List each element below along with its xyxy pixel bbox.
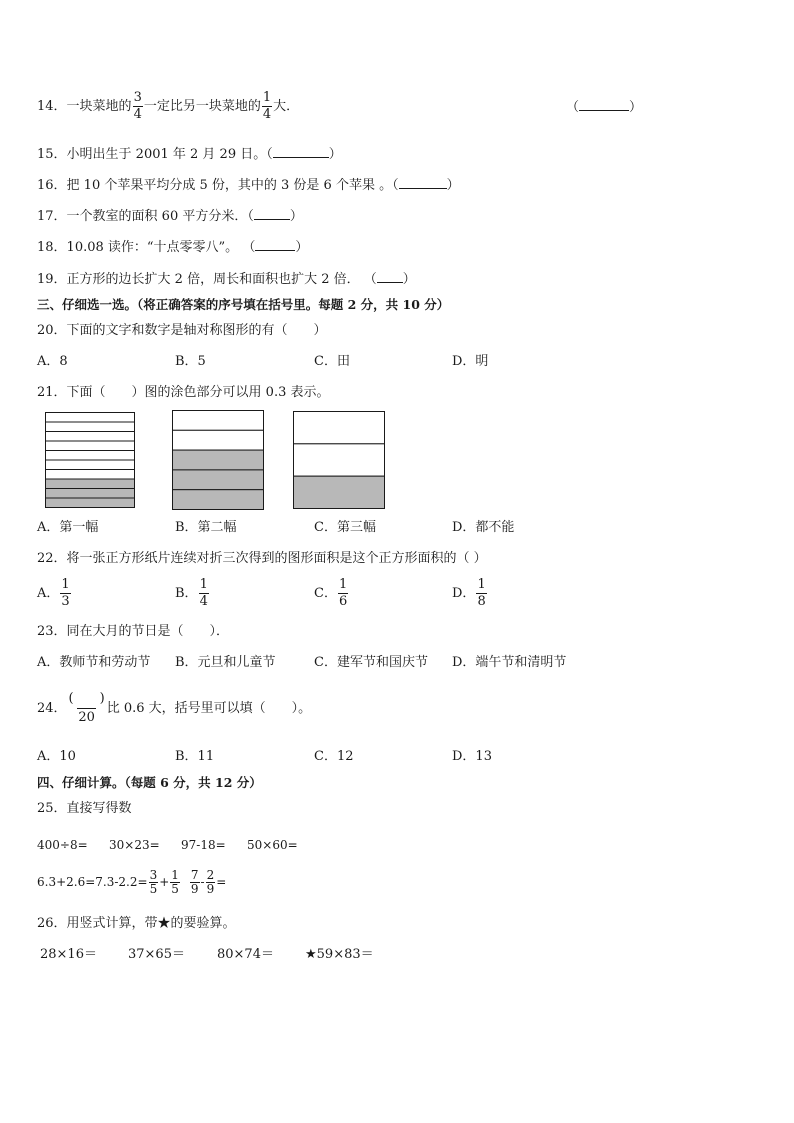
question-17: 17．一个教室的面积 60 平方分米．（ ） (37, 209, 303, 224)
answer-blank-16[interactable] (399, 176, 447, 189)
option-b[interactable]: B． $\frac{1}{4}$ (175, 577, 208, 609)
figure-one-strip (46, 470, 135, 480)
figure-two-shaded-strip (173, 450, 264, 470)
calc-item: 28×16＝ (40, 947, 97, 962)
question-22: 22．将一张正方形纸片连续对折三次得到的图形面积是这个正方形面积的（ ） (37, 551, 487, 566)
fraction-two-ninths: $\frac{2}{9}$ (206, 868, 215, 896)
question-15: 15．小明出生于 2001 年 2 月 29 日。（ ） (37, 147, 342, 162)
calc-item: ★59×83＝ (305, 947, 374, 962)
answer-blank-18[interactable] (255, 238, 295, 251)
fraction-one-quarter: $\frac{1}{4}$ (262, 90, 272, 122)
option-d[interactable]: D．明 (452, 354, 489, 369)
figure-three-three-strips (293, 411, 385, 509)
figure-one-strip (46, 432, 135, 442)
option-c[interactable]: C．12 (314, 749, 354, 764)
option-c[interactable]: C．田 (314, 354, 350, 369)
fraction-seven-ninths: $\frac{7}{9}$ (190, 868, 199, 896)
fraction-three-fifths: $\frac{3}{5}$ (149, 868, 158, 896)
question-text: 一定比另一块菜地的 (143, 99, 261, 114)
calc-item: 30×23= (109, 838, 160, 852)
question-25: 25．直接写得数 (37, 801, 132, 816)
question-19: 19．正方形的边长扩大 2 倍，周长和面积也扩大 2 倍． （ ） (37, 272, 416, 287)
figure-two-five-strips (172, 410, 264, 510)
fraction-one-quarter: $\frac{1}{4}$ (199, 577, 208, 609)
figure-one-strip (46, 422, 135, 432)
figure-one-strip (46, 451, 135, 461)
question-18: 18．10.08 读作：“十点零零八”。 （ ） (37, 240, 309, 255)
calc-item: 400÷8= (37, 838, 88, 852)
option-b[interactable]: B．元旦和儿童节 (175, 655, 276, 670)
option-a[interactable]: A．10 (37, 749, 76, 764)
figure-two-strip (173, 411, 264, 431)
figure-one-shaded-strip (46, 489, 135, 499)
fraction-blank-over-20: $\frac{( )}{20}$ (68, 691, 105, 725)
question-14 (37, 90, 299, 123)
fraction-one-fifth: $\frac{1}{5}$ (171, 868, 179, 896)
question-23: 23．同在大月的节日是（ ）． (37, 624, 230, 639)
question-24: 24． $\frac{( )}{20}$ 比 0.6 大，括号里可以填（ ）。 (37, 691, 312, 725)
calc-row-two: 6.3+2.6=7.3-2.2= $\frac{3}{5}$ + $\frac{1}{5}$ $\frac{7}{9}$ - $\frac{2}{9}$ = (37, 868, 227, 896)
figure-two-strip (173, 430, 264, 450)
question-text: 大． (273, 99, 300, 114)
question-text: 一块菜地的 (66, 99, 132, 114)
option-a[interactable]: A．8 (37, 354, 68, 369)
option-d[interactable]: D．都不能 (452, 520, 515, 535)
answer-blank-17[interactable] (254, 207, 290, 220)
option-c[interactable]: C．建军节和国庆节 (314, 655, 428, 670)
answer-blank-24[interactable]: ( ) (68, 691, 105, 706)
section-three-heading: 三、仔细选一选。（将正确答案的序号填在括号里。每题 2 分，共 10 分） (37, 297, 450, 312)
figure-one-shaded-strip (46, 498, 135, 508)
figure-one-ten-strips (45, 412, 135, 508)
answer-blank-14[interactable]: （ ） (566, 100, 643, 115)
question-number: 14． (37, 99, 67, 114)
figure-two-shaded-strip (173, 490, 264, 510)
option-c[interactable]: C．第三幅 (314, 520, 376, 535)
answer-blank-15[interactable] (273, 145, 329, 158)
figure-one-strip (46, 460, 135, 470)
option-c[interactable]: C． $\frac{1}{6}$ (314, 577, 348, 609)
option-a[interactable]: A．教师节和劳动节 (37, 655, 151, 670)
figure-three-strip (294, 444, 385, 476)
section-four-heading: 四、仔细计算。（每题 6 分，共 12 分） (37, 775, 262, 790)
figure-three-strip (294, 412, 385, 444)
calc-item: 97-18= (181, 838, 226, 852)
question-26: 26．用竖式计算，带★的要验算。 (37, 916, 236, 931)
option-a[interactable]: A．第一幅 (37, 520, 99, 535)
answer-blank-19[interactable] (377, 270, 403, 283)
option-d[interactable]: D．端午节和清明节 (452, 655, 567, 670)
calc-item: 80×74＝ (217, 947, 274, 962)
question-20: 20．下面的文字和数字是轴对称图形的有（ ） (37, 323, 327, 338)
option-b[interactable]: B．5 (175, 354, 206, 369)
fraction-one-third: $\frac{1}{3}$ (61, 577, 70, 609)
option-a[interactable]: A． $\frac{1}{3}$ (37, 577, 70, 609)
calc-item: 50×60= (247, 838, 298, 852)
fraction-one-sixth: $\frac{1}{6}$ (338, 577, 348, 609)
figure-one-strip (46, 413, 135, 423)
question-16: 16．把 10 个苹果平均分成 5 份，其中的 3 份是 6 个苹果 。（ ） (37, 178, 460, 193)
option-b[interactable]: B．11 (175, 749, 215, 764)
calc-item: 37×65＝ (128, 947, 185, 962)
figure-one-shaded-strip (46, 479, 135, 489)
fraction-three-quarters: $\frac{3}{4}$ (133, 90, 142, 122)
figure-one-strip (46, 441, 135, 451)
fraction-one-eighth: $\frac{1}{8}$ (477, 577, 486, 609)
option-d[interactable]: D．13 (452, 749, 492, 764)
option-d[interactable]: D． $\frac{1}{8}$ (452, 577, 486, 609)
figure-two-shaded-strip (173, 470, 264, 490)
option-b[interactable]: B．第二幅 (175, 520, 237, 535)
question-21: 21．下面（ ）图的涂色部分可以用 0.3 表示。 (37, 385, 330, 400)
figure-three-shaded-strip (294, 476, 385, 508)
